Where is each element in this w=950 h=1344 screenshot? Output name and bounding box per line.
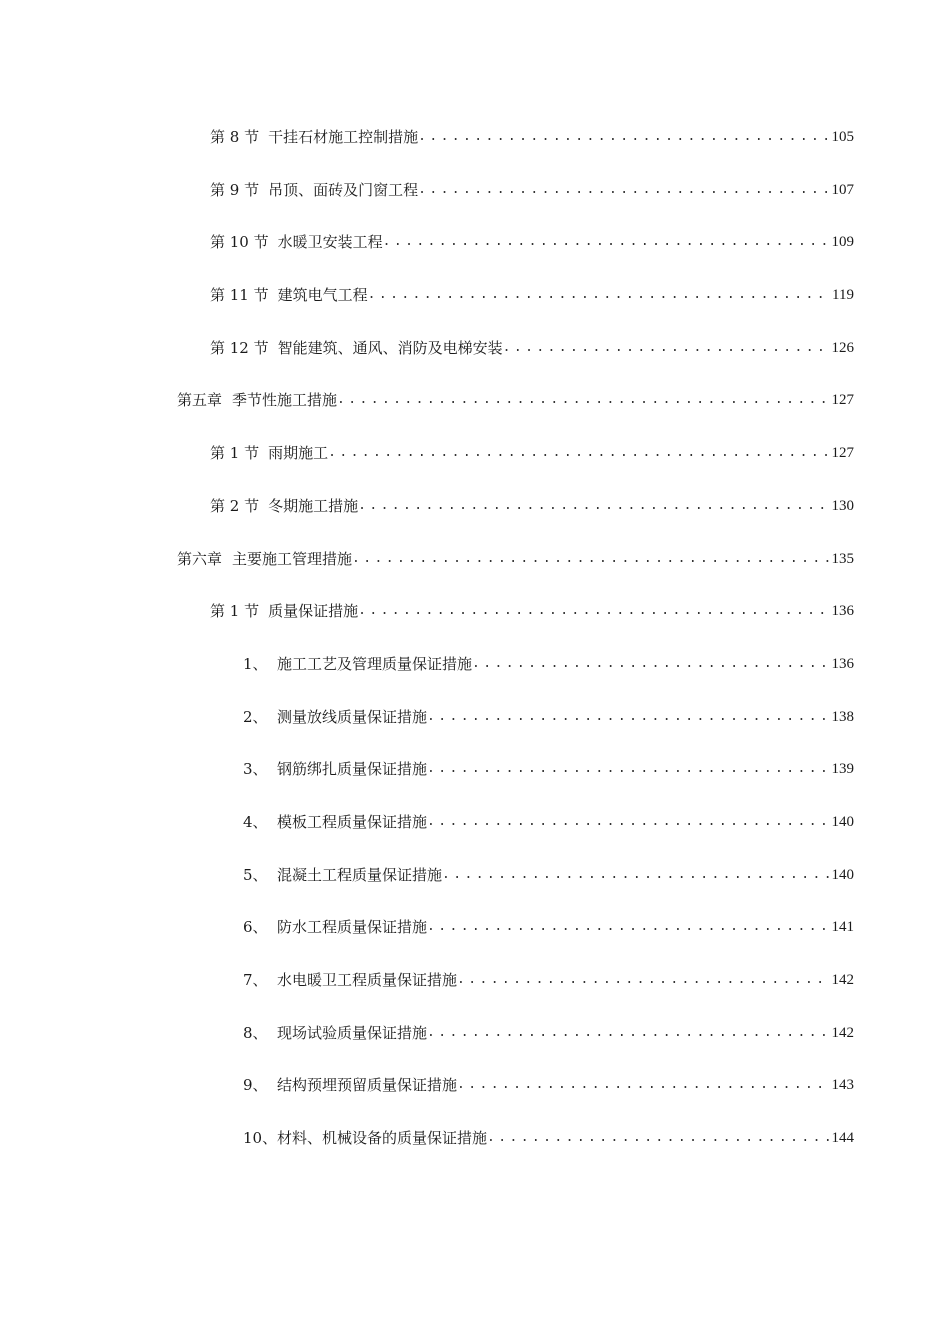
table-of-contents [0, 124, 950, 1178]
toc-entry[interactable] [0, 282, 950, 335]
toc-subentry[interactable] [0, 967, 950, 1020]
dot-leader [358, 598, 829, 624]
toc-entry-number: 第 9 节 [210, 180, 260, 199]
toc-entry-number: 第 12 节 [210, 338, 269, 357]
toc-entry-page: 138 [831, 708, 854, 725]
toc-entry-title: 结构预埋预留质量保证措施 [277, 1076, 458, 1095]
toc-entry[interactable] [0, 598, 950, 651]
toc-subentry[interactable] [0, 756, 950, 809]
dot-leader [358, 493, 829, 519]
dot-leader [427, 704, 829, 730]
toc-entry-page: 142 [831, 1024, 854, 1041]
toc-entry-page: 135 [831, 550, 854, 567]
toc-subentry[interactable] [0, 1072, 950, 1125]
toc-entry-page: 142 [831, 972, 854, 988]
toc-entry-number: 第 11 节 [210, 286, 269, 305]
toc-chapter-entry[interactable] [0, 387, 950, 440]
toc-subentry[interactable] [0, 862, 950, 915]
toc-entry-page: 119 [832, 287, 854, 304]
toc-chapter-entry[interactable] [0, 546, 950, 599]
toc-entry-title: 水电暖卫工程质量保证措施 [277, 971, 458, 989]
dot-leader [368, 282, 830, 308]
toc-entry-number: 7、 [243, 971, 268, 989]
toc-entry-page: 143 [831, 1077, 854, 1094]
toc-entry-page: 105 [831, 129, 854, 145]
toc-entry-number: 4、 [243, 812, 268, 831]
toc-entry-page: 136 [831, 655, 854, 672]
toc-entry-page: 126 [831, 339, 854, 356]
toc-entry-title: 防水工程质量保证措施 [277, 918, 428, 937]
toc-subentry[interactable] [0, 914, 950, 967]
toc-entry-number: 第 1 节 [210, 602, 260, 621]
toc-entry-number: 8、 [243, 1023, 268, 1042]
dot-leader [472, 651, 829, 677]
toc-entry-title: 质量保证措施 [268, 602, 359, 621]
toc-entry-title: 现场试验质量保证措施 [277, 1023, 428, 1042]
toc-entry-page: 109 [831, 234, 854, 251]
toc-entry-page: 141 [831, 919, 854, 936]
dot-leader [418, 177, 829, 203]
toc-entry-page: 136 [831, 603, 854, 620]
toc-entry-title: 模板工程质量保证措施 [277, 812, 428, 831]
toc-entry-title: 建筑电气工程 [277, 286, 368, 305]
toc-entry-title: 雨期施工 [268, 444, 329, 463]
toc-entry-number: 第六章 [177, 549, 223, 568]
toc-entry-page: 140 [831, 866, 854, 883]
toc-entry-title: 施工工艺及管理质量保证措施 [277, 654, 473, 673]
toc-entry-page: 127 [831, 445, 854, 462]
dot-leader [457, 967, 829, 993]
toc-entry-number: 5、 [243, 865, 268, 884]
toc-entry-title: 季节性施工措施 [232, 391, 338, 410]
toc-entry-number: 10、 [243, 1129, 278, 1148]
dot-leader [418, 124, 829, 150]
toc-entry-number: 9、 [243, 1076, 268, 1095]
toc-entry[interactable] [0, 493, 950, 546]
toc-entry-number: 第 10 节 [210, 233, 269, 252]
toc-entry-page: 144 [831, 1130, 854, 1147]
toc-entry-number: 1、 [243, 654, 268, 673]
toc-entry[interactable] [0, 124, 950, 177]
toc-entry-title: 主要施工管理措施 [232, 549, 353, 568]
dot-leader [352, 546, 829, 572]
toc-subentry[interactable] [0, 651, 950, 704]
toc-subentry[interactable] [0, 1125, 950, 1178]
toc-entry-page: 130 [831, 497, 854, 514]
dot-leader [427, 756, 829, 782]
toc-entry-title: 测量放线质量保证措施 [277, 707, 428, 726]
toc-entry-title: 吊顶、面砖及门窗工程 [268, 180, 419, 199]
dot-leader [328, 440, 829, 466]
toc-entry-title: 智能建筑、通风、消防及电梯安装 [277, 338, 503, 357]
dot-leader [337, 387, 829, 413]
toc-entry[interactable] [0, 335, 950, 388]
toc-entry-title: 干挂石材施工控制措施 [268, 128, 419, 146]
dot-leader [503, 335, 830, 361]
toc-entry[interactable] [0, 229, 950, 282]
toc-subentry[interactable] [0, 1020, 950, 1073]
toc-entry-number: 第 1 节 [210, 444, 260, 463]
toc-entry-number: 6、 [243, 918, 268, 937]
dot-leader [427, 809, 829, 835]
toc-subentry[interactable] [0, 704, 950, 757]
toc-entry-title: 钢筋绑扎质量保证措施 [277, 760, 428, 779]
toc-entry-number: 第五章 [177, 391, 223, 410]
toc-entry-title: 冬期施工措施 [268, 496, 359, 515]
toc-entry-page: 139 [831, 761, 854, 778]
toc-entry-page: 107 [831, 181, 854, 198]
toc-entry-number: 第 2 节 [210, 496, 260, 515]
dot-leader [457, 1072, 829, 1098]
toc-entry-title: 材料、机械设备的质量保证措施 [277, 1129, 488, 1148]
toc-entry-number: 3、 [243, 760, 268, 779]
dot-leader [487, 1125, 829, 1151]
toc-entry-number: 2、 [243, 707, 268, 726]
toc-entry-number: 第 8 节 [210, 128, 260, 146]
toc-subentry[interactable] [0, 809, 950, 862]
toc-entry[interactable] [0, 440, 950, 493]
dot-leader [442, 862, 829, 888]
toc-entry-page: 127 [831, 392, 854, 409]
toc-entry-title: 混凝土工程质量保证措施 [277, 865, 443, 884]
toc-entry[interactable] [0, 177, 950, 230]
toc-entry-title: 水暖卫安装工程 [277, 233, 383, 252]
dot-leader [427, 914, 829, 940]
toc-entry-page: 140 [831, 813, 854, 830]
dot-leader [383, 229, 830, 255]
dot-leader [427, 1020, 829, 1046]
